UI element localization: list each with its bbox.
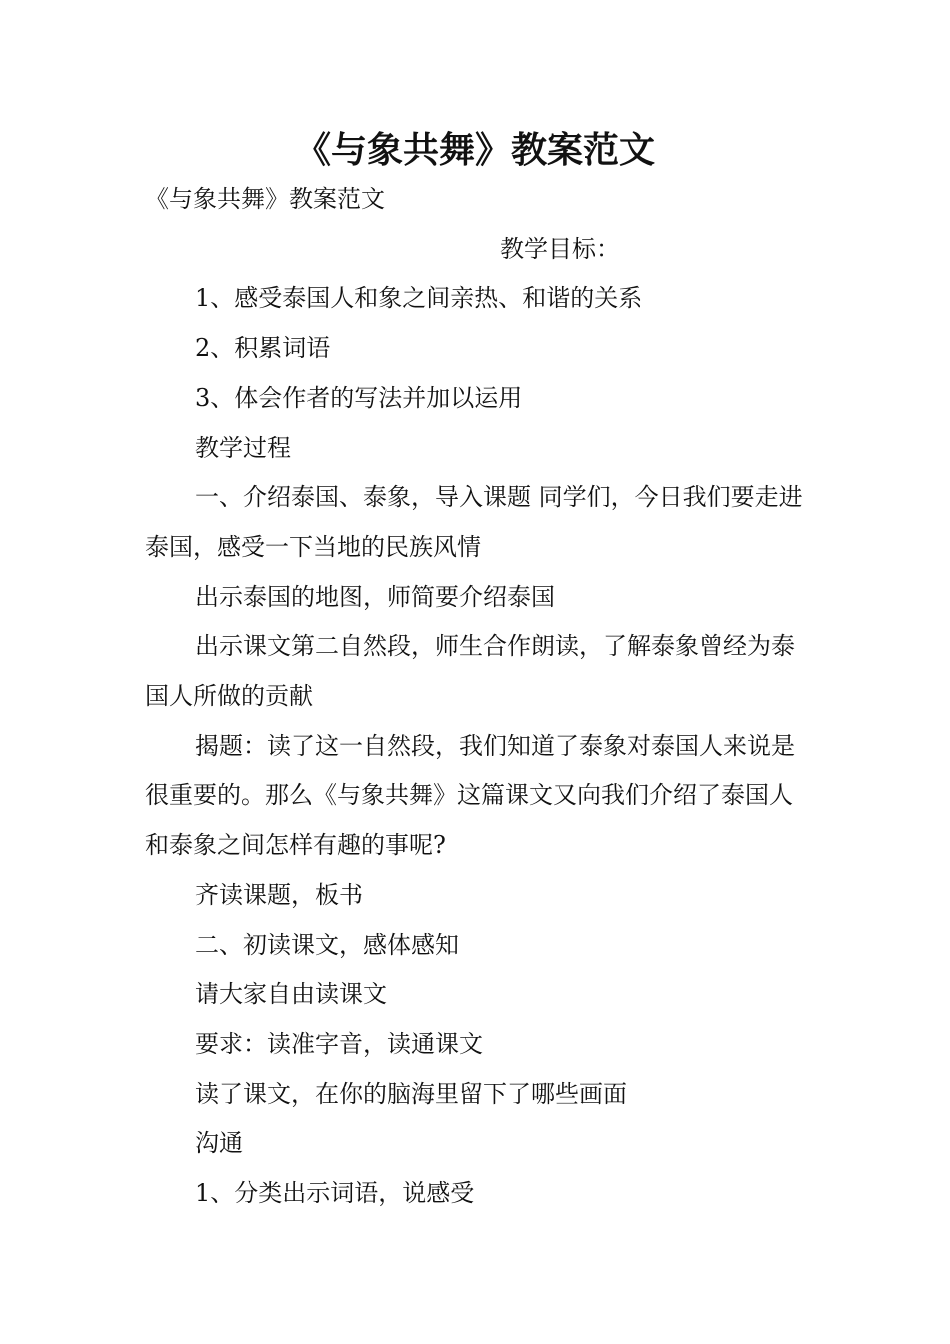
body-paragraph: 齐读课题，板书 xyxy=(195,880,363,909)
objective-item: 2、积累词语 xyxy=(195,334,331,363)
objective-item: 3、体会作者的写法并加以运用 xyxy=(195,383,523,412)
body-paragraph: 二、初读课文，感体感知 xyxy=(195,930,459,959)
body-paragraph: 请大家自由读课文 xyxy=(195,980,387,1009)
document-title: 《与象共舞》教案范文 xyxy=(294,129,655,171)
objective-item: 1、感受泰国人和象之间亲热、和谐的关系 xyxy=(195,284,643,313)
body-paragraph: 一、介绍泰国、泰象，导入课题 同学们，今日我们要走进泰国，感受一下当地的民族风情 xyxy=(145,483,803,561)
section-heading-process: 教学过程 xyxy=(195,433,291,462)
document-body xyxy=(145,175,810,1219)
body-paragraph: 1、分类出示词语，说感受 xyxy=(195,1179,475,1208)
subtitle-paragraph: 《与象共舞》教案范文 xyxy=(145,185,385,213)
body-paragraph: 出示课文第二自然段，师生合作朗读，了解泰象曾经为泰国人所做的贡献 xyxy=(145,632,795,711)
body-paragraph: 沟通 xyxy=(195,1129,243,1158)
body-paragraph: 出示泰国的地图，师简要介绍泰国 xyxy=(195,582,555,611)
body-paragraph: 读了课文，在你的脑海里留下了哪些画面 xyxy=(195,1079,627,1108)
body-paragraph: 要求：读准字音，读通课文 xyxy=(195,1029,483,1058)
section-heading-objectives: 教学目标： xyxy=(500,234,620,263)
body-paragraph: 揭题：读了这一自然段，我们知道了泰象对泰国人来说是很重要的。那么《与象共舞》这篇课文又向我们介绍了泰国人和泰象之间怎样有趣的事呢? xyxy=(145,731,795,860)
